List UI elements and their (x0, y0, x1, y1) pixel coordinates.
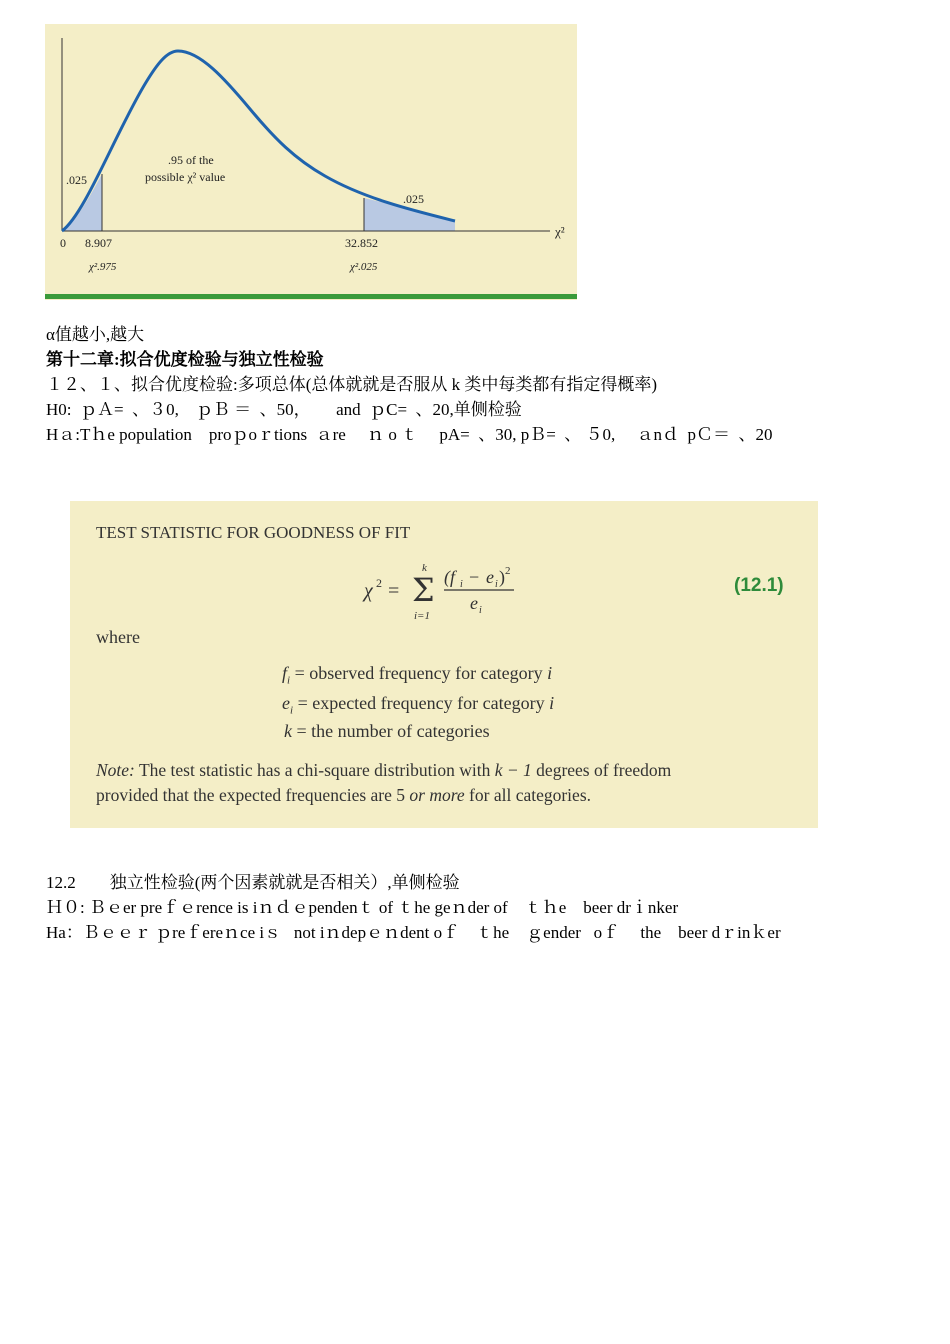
chi-square-distribution-figure (45, 24, 577, 300)
svg-text:−: − (469, 567, 480, 587)
svg-text:i: i (460, 579, 463, 590)
chi-square-curve-svg (45, 24, 577, 300)
middle-label-line2: possible χ² value (145, 170, 226, 184)
svg-text:e: e (486, 567, 494, 587)
box-title: TEST STATISTIC FOR GOODNESS OF FIT (96, 523, 411, 542)
svg-text:): ) (499, 567, 505, 587)
where-label: where (96, 627, 140, 647)
test-statistic-box (70, 501, 818, 828)
tick-zero: 0 (60, 236, 66, 250)
middle-label-line1: .95 of the (168, 153, 214, 167)
alpha-note: α值越小,越大 (46, 325, 145, 344)
figure-bottom-rule (45, 294, 577, 299)
svg-text:i: i (495, 579, 498, 590)
ha-independence: Ha：Ｂｅｅｒ ｐreｆereｎce iｓ not iｎdepｅｎdent oｆ ｔhe ｇender oｆ the beer dｒinｋer (46, 923, 781, 942)
tick-lower: 8.907 (85, 236, 112, 250)
equation-number: (12.1) (734, 575, 784, 596)
svg-text:e: e (470, 593, 478, 613)
axis-symbol: χ² (555, 224, 565, 239)
chapter-heading: 第十二章:拟合优度检验与独立性检验 (46, 350, 324, 369)
svg-text:i=1: i=1 (414, 610, 430, 622)
svg-text:=: = (388, 580, 400, 602)
section-12-1-heading: １２、１、拟合优度检验:多项总体(总体就就是否服从 k 类中每类都有指定得概率) (46, 375, 658, 394)
svg-text:Σ: Σ (412, 571, 435, 609)
definition-e: $e_i$ = expected frequency for category i (282, 693, 555, 717)
left-tail-label: .025 (66, 173, 87, 187)
ha-goodness-of-fit: Hａ:Tｈe population proｐoｒtions ａre ｎ o ｔ pA= 、30, pＢ= 、 ５0, ａnｄ pＣ＝ 、20 (46, 425, 773, 444)
svg-text:2: 2 (505, 565, 511, 577)
svg-text:2: 2 (376, 576, 382, 590)
svg-text:χ: χ (364, 580, 373, 602)
upper-crit-label: χ².025 (350, 261, 378, 273)
definition-k: k = the number of categories (284, 721, 490, 741)
formula-svg (362, 557, 542, 627)
note-line2: provided that the expected frequencies are 5 or more for all categories. (96, 785, 591, 805)
figure-background (45, 24, 577, 300)
right-tail-label: .025 (403, 192, 424, 206)
svg-text:k: k (422, 562, 427, 574)
lower-crit-label: χ².975 (89, 261, 117, 273)
section-12-2-heading: 12.2 独立性检验(两个因素就就是否相关）,单侧检验 (46, 873, 460, 892)
svg-text:(f: (f (444, 567, 455, 587)
definition-f: $f_i$ = observed frequency for category i (282, 663, 553, 687)
h0-independence: Ｈ０: Ｂｅer preｆｅrence is iｎｄｅpendenｔ of ｔhe geｎder of ｔｈe beer drｉnker (46, 898, 679, 917)
svg-text:i: i (479, 605, 482, 616)
h0-goodness-of-fit: H0: ｐＡ= 、３0, ｐＢ ＝ 、50， and ｐC= 、20,单侧检验 (46, 400, 522, 419)
note-line1: Note: The test statistic has a chi-square distribution with k − 1 degrees of freedom (96, 760, 672, 780)
tick-upper: 32.852 (345, 236, 378, 250)
